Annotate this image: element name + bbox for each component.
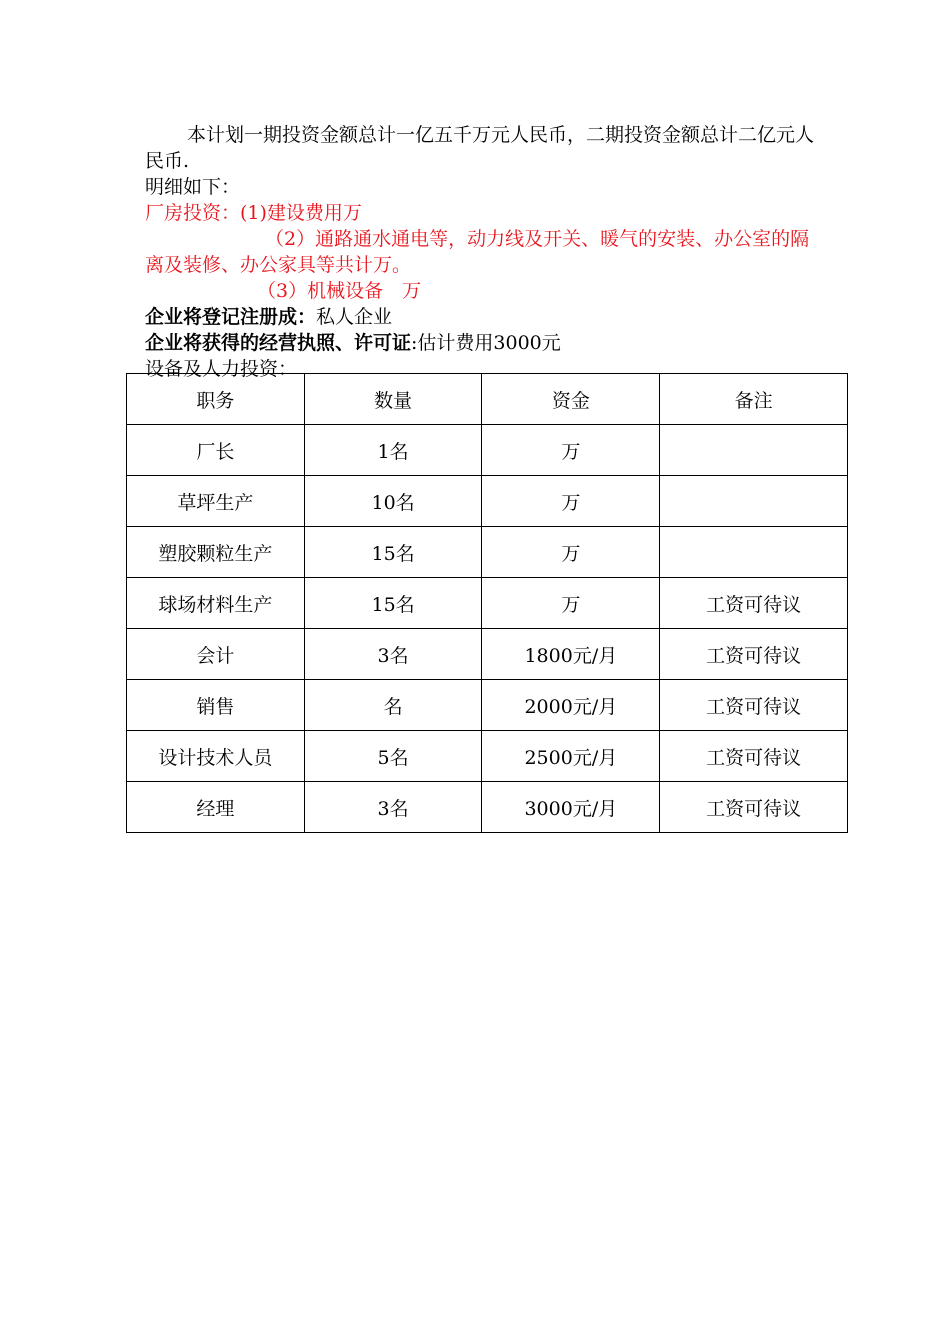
cell-position: 经理 <box>127 782 305 833</box>
table-header-row <box>127 374 848 425</box>
table-row <box>127 476 848 527</box>
header-quantity: 数量 <box>304 374 482 425</box>
cell-funds: 万 <box>482 425 660 476</box>
cell-funds: 2000元/月 <box>482 680 660 731</box>
license-line <box>145 330 825 356</box>
table-title: 设备及人力投资： <box>145 358 298 380</box>
header-remarks: 备注 <box>660 374 848 425</box>
table-row <box>127 731 848 782</box>
document-body <box>145 122 825 382</box>
cell-position: 厂长 <box>127 425 305 476</box>
cell-position: 草坪生产 <box>127 476 305 527</box>
factory-investment-line-2-text: （2）通路通水通电等，动力线及开关、暖气的安装、办公室的隔离及装修、办公家具等共计万。 <box>145 228 810 276</box>
table-row <box>127 578 848 629</box>
cell-funds: 2500元/月 <box>482 731 660 782</box>
cell-position: 设计技术人员 <box>127 731 305 782</box>
cell-remarks: 工资可待议 <box>660 578 848 629</box>
cell-remarks: 工资可待议 <box>660 782 848 833</box>
cell-remarks <box>660 476 848 527</box>
cell-remarks: 工资可待议 <box>660 629 848 680</box>
cell-quantity: 3名 <box>304 782 482 833</box>
license-value: :估计费用3000元 <box>411 332 561 354</box>
cell-quantity: 3名 <box>304 629 482 680</box>
cell-position: 球场材料生产 <box>127 578 305 629</box>
cell-funds: 1800元/月 <box>482 629 660 680</box>
cell-remarks: 工资可待议 <box>660 680 848 731</box>
cell-quantity: 15名 <box>304 527 482 578</box>
cell-remarks <box>660 527 848 578</box>
table-row <box>127 629 848 680</box>
cell-funds: 万 <box>482 578 660 629</box>
header-position: 职务 <box>127 374 305 425</box>
license-label: 企业将获得的经营执照、许可证 <box>145 332 412 354</box>
header-funds: 资金 <box>482 374 660 425</box>
factory-investment-line-2 <box>145 226 825 278</box>
registration-value: 私人企业 <box>316 306 393 328</box>
cell-remarks: 工资可待议 <box>660 731 848 782</box>
table-row <box>127 680 848 731</box>
cell-position: 塑胶颗粒生产 <box>127 527 305 578</box>
cell-quantity: 1名 <box>304 425 482 476</box>
staff-investment-table <box>126 373 848 833</box>
cell-quantity: 15名 <box>304 578 482 629</box>
cell-position: 销售 <box>127 680 305 731</box>
cell-quantity: 10名 <box>304 476 482 527</box>
registration-line <box>145 304 825 330</box>
cell-remarks <box>660 425 848 476</box>
cell-position: 会计 <box>127 629 305 680</box>
cell-funds: 3000元/月 <box>482 782 660 833</box>
factory-investment-line-1: 厂房投资：(1)建设费用万 <box>145 202 362 224</box>
table-row <box>127 782 848 833</box>
table-row <box>127 425 848 476</box>
intro-paragraph: 本计划一期投资金额总计一亿五千万元人民币，二期投资金额总计二亿元人民币. <box>145 124 815 172</box>
factory-investment-line-3: （3）机械设备 万 <box>257 280 422 302</box>
cell-quantity: 5名 <box>304 731 482 782</box>
cell-funds: 万 <box>482 527 660 578</box>
table-row <box>127 527 848 578</box>
detail-label: 明细如下： <box>145 176 241 198</box>
registration-label: 企业将登记注册成： <box>145 306 317 328</box>
cell-quantity: 名 <box>304 680 482 731</box>
cell-funds: 万 <box>482 476 660 527</box>
